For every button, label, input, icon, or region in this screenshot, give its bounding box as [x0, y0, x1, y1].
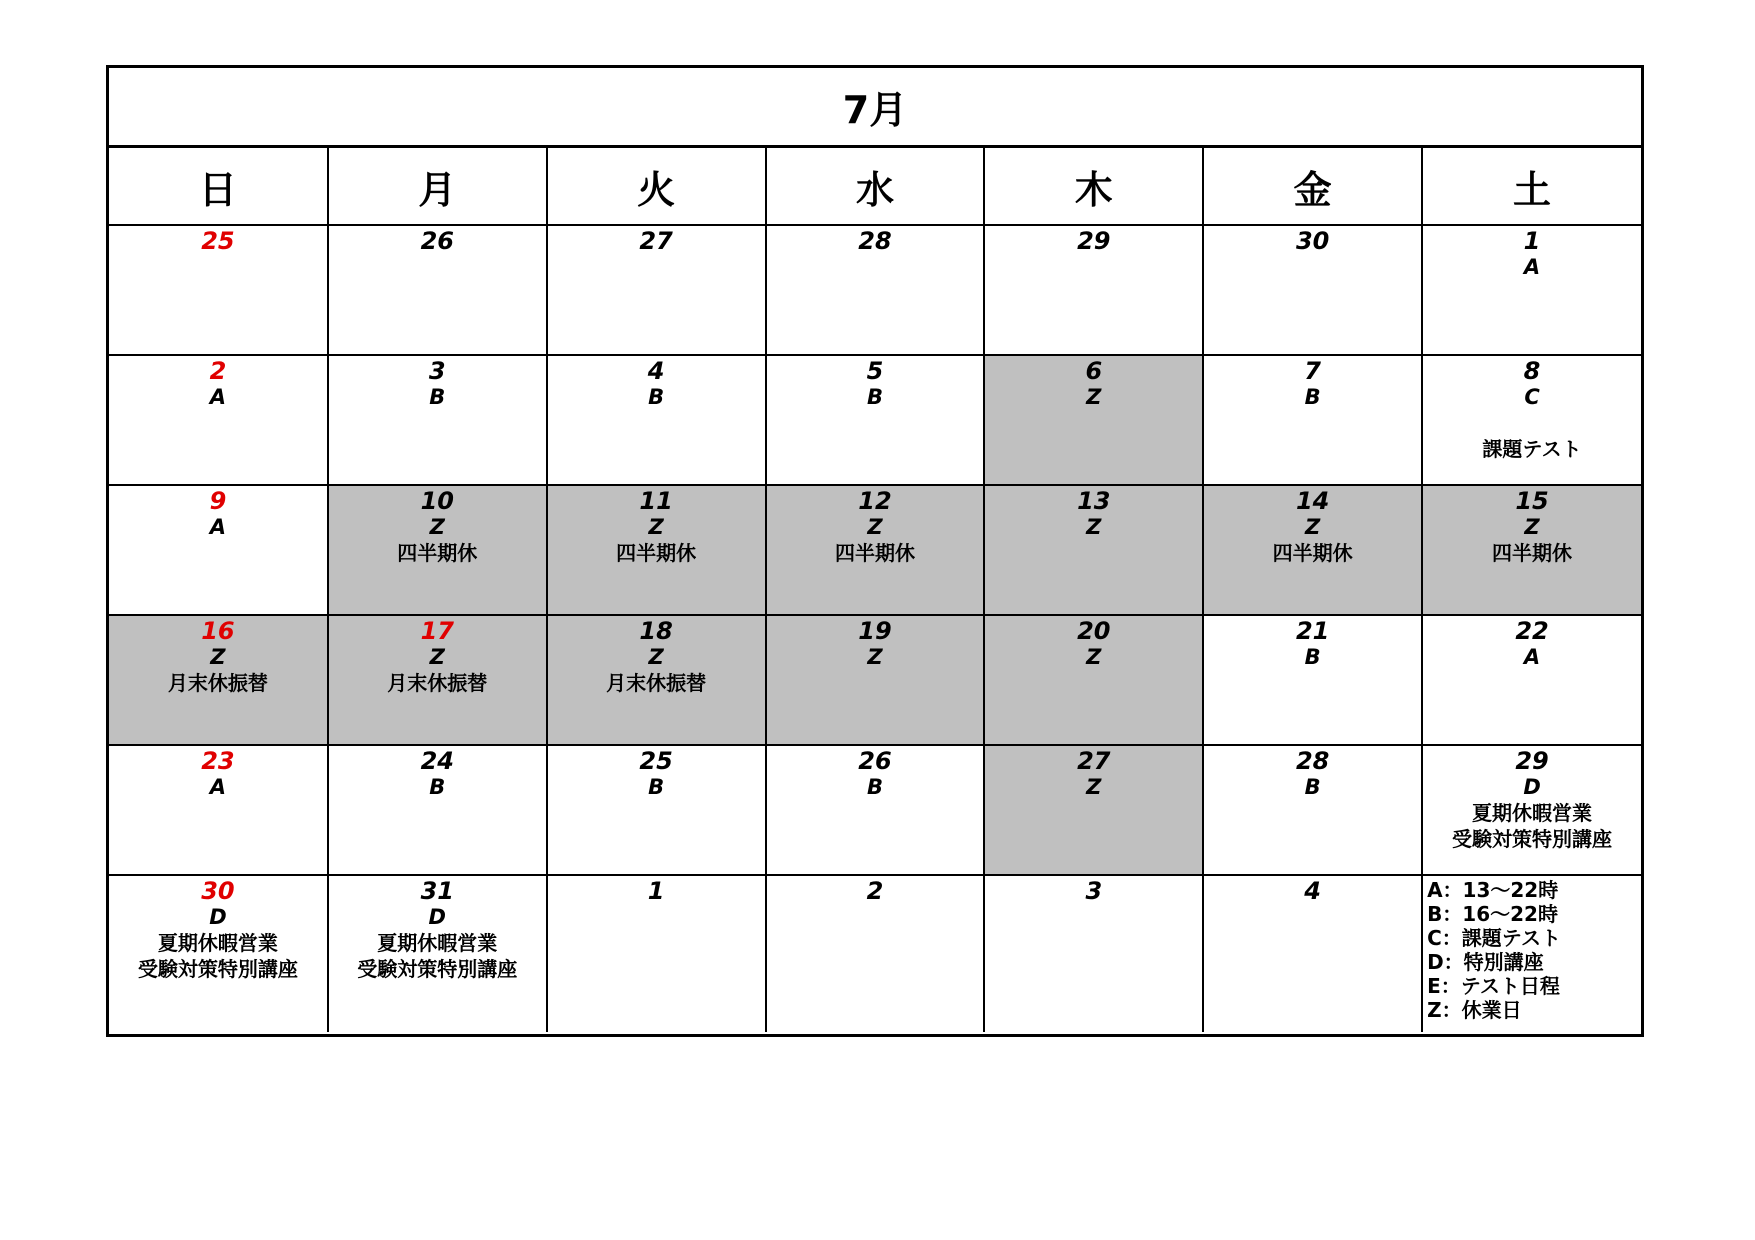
day-note: 四半期休	[1272, 541, 1353, 565]
day-number: 25	[201, 227, 235, 255]
day-number: 11	[639, 487, 673, 515]
day-cell	[1422, 615, 1641, 745]
day-cell	[328, 225, 547, 355]
schedule-code: Z	[648, 515, 664, 539]
day-number: 20	[1077, 617, 1111, 645]
day-number: 4	[647, 357, 665, 385]
weekday-header: 火	[547, 148, 766, 225]
schedule-code: D	[428, 905, 446, 929]
day-number: 4	[1304, 877, 1321, 905]
legend-box	[1422, 875, 1641, 1032]
day-note: 夏期休暇営業	[1472, 801, 1593, 825]
day-number: 28	[858, 227, 892, 255]
schedule-code: A	[209, 385, 227, 409]
schedule-code: Z	[1086, 385, 1102, 409]
day-number: 30	[1295, 227, 1330, 255]
day-number: 24	[420, 747, 454, 775]
day-cell	[1203, 355, 1422, 485]
legend-item: C：課題テスト	[1427, 926, 1561, 950]
legend-item: B：16～22時	[1427, 902, 1558, 926]
weekday-header-row	[109, 148, 1641, 225]
day-cell	[1422, 485, 1641, 615]
day-cell	[766, 745, 985, 875]
day-number: 27	[639, 227, 673, 255]
weekday-header: 月	[328, 148, 547, 225]
legend-item: D：特別講座	[1427, 950, 1544, 974]
schedule-code: B	[1304, 645, 1321, 669]
day-note: 受験対策特別講座	[1452, 827, 1613, 851]
day-cell	[1203, 745, 1422, 875]
day-number: 29	[1077, 227, 1111, 255]
schedule-code: D	[1523, 775, 1541, 799]
week-row	[109, 355, 1641, 485]
day-number: 1	[647, 877, 665, 905]
day-number: 19	[858, 617, 892, 645]
schedule-code: Z	[1524, 515, 1540, 539]
schedule-code: B	[648, 775, 665, 799]
schedule-code: Z	[210, 645, 226, 669]
day-note: 夏期休暇営業	[157, 931, 278, 955]
day-cell	[109, 745, 328, 875]
day-number: 23	[201, 747, 235, 775]
day-number: 28	[1295, 747, 1330, 775]
day-cell	[547, 485, 766, 615]
schedule-code: B	[648, 385, 665, 409]
day-number: 6	[1085, 357, 1103, 385]
day-number: 16	[201, 617, 235, 645]
day-cell	[109, 355, 328, 485]
weekday-header: 木	[984, 148, 1203, 225]
day-note: 四半期休	[1492, 541, 1573, 565]
day-number: 21	[1295, 617, 1330, 645]
day-cell	[766, 225, 985, 355]
schedule-code: Z	[1305, 515, 1321, 539]
day-number: 10	[420, 487, 454, 515]
day-cell	[109, 225, 328, 355]
day-cell	[1203, 875, 1422, 1032]
weekday-header: 水	[766, 148, 985, 225]
day-note: 月末休振替	[387, 671, 488, 695]
day-cell	[1203, 485, 1422, 615]
schedule-code: B	[866, 385, 883, 409]
schedule-code: A	[209, 775, 227, 799]
schedule-code: B	[429, 385, 446, 409]
day-cell	[328, 745, 547, 875]
day-note: 受験対策特別講座	[357, 957, 518, 981]
legend-item: A：13～22時	[1427, 878, 1559, 902]
schedule-code: Z	[429, 645, 445, 669]
schedule-code: D	[209, 905, 227, 929]
day-number: 26	[858, 747, 892, 775]
schedule-code: Z	[429, 515, 445, 539]
week-row	[109, 875, 1641, 1032]
day-cell	[766, 875, 985, 1032]
calendar-body	[109, 225, 1641, 1032]
schedule-code: B	[429, 775, 446, 799]
day-number: 17	[420, 617, 454, 645]
day-cell	[766, 485, 985, 615]
day-cell	[109, 485, 328, 615]
day-cell	[984, 355, 1203, 485]
day-number: 13	[1077, 487, 1111, 515]
day-number: 3	[1085, 877, 1103, 905]
day-number: 8	[1523, 357, 1541, 385]
day-cell	[328, 875, 547, 1032]
day-cell	[109, 875, 328, 1032]
schedule-code: Z	[1086, 775, 1102, 799]
schedule-code: B	[1304, 385, 1321, 409]
day-cell	[984, 875, 1203, 1032]
month-title: 7月	[109, 68, 1641, 148]
week-row	[109, 615, 1641, 745]
day-note: 受験対策特別講座	[137, 957, 298, 981]
day-cell	[328, 355, 547, 485]
schedule-code: A	[209, 515, 227, 539]
calendar-grid	[109, 148, 1641, 1032]
day-cell	[984, 745, 1203, 875]
schedule-code: Z	[1086, 645, 1102, 669]
day-cell	[328, 615, 547, 745]
weekday-header: 金	[1203, 148, 1422, 225]
day-number: 9	[209, 487, 227, 515]
day-cell	[1422, 355, 1641, 485]
week-row	[109, 485, 1641, 615]
week-row	[109, 745, 1641, 875]
day-number: 5	[866, 357, 884, 385]
day-number: 29	[1515, 747, 1549, 775]
day-number: 3	[428, 357, 446, 385]
day-number: 12	[858, 487, 892, 515]
day-number: 25	[639, 747, 673, 775]
day-number: 31	[420, 877, 454, 905]
day-cell	[984, 225, 1203, 355]
day-note: 四半期休	[834, 541, 915, 565]
schedule-code: B	[866, 775, 883, 799]
day-cell	[547, 355, 766, 485]
schedule-code: Z	[867, 645, 883, 669]
legend-item: Z：休業日	[1427, 998, 1522, 1022]
day-note: 四半期休	[616, 541, 697, 565]
day-cell	[547, 225, 766, 355]
day-number: 15	[1515, 487, 1549, 515]
schedule-code: C	[1524, 385, 1540, 409]
day-note: 夏期休暇営業	[377, 931, 498, 955]
day-note: 月末休振替	[606, 671, 707, 695]
day-cell	[1422, 745, 1641, 875]
calendar	[106, 65, 1644, 1037]
day-number: 1	[1523, 227, 1541, 255]
day-cell	[1203, 615, 1422, 745]
legend-item: E：テスト日程	[1427, 974, 1560, 998]
day-number: 2	[866, 877, 884, 905]
day-number: 2	[209, 357, 227, 385]
week-row	[109, 225, 1641, 355]
day-cell	[984, 615, 1203, 745]
day-number: 22	[1515, 617, 1549, 645]
day-cell	[1422, 225, 1641, 355]
day-number: 18	[639, 617, 673, 645]
day-cell	[1203, 225, 1422, 355]
day-cell	[766, 355, 985, 485]
schedule-code: Z	[867, 515, 883, 539]
schedule-code: Z	[1086, 515, 1102, 539]
schedule-code: A	[1523, 645, 1541, 669]
day-cell	[547, 875, 766, 1032]
day-cell	[547, 615, 766, 745]
day-number: 26	[420, 227, 454, 255]
day-note: 月末休振替	[167, 671, 268, 695]
day-note: 四半期休	[397, 541, 478, 565]
day-cell	[109, 615, 328, 745]
day-number: 30	[201, 877, 235, 905]
day-cell	[984, 485, 1203, 615]
day-note: 課題テスト	[1482, 437, 1582, 461]
day-cell	[328, 485, 547, 615]
day-number: 7	[1304, 357, 1321, 385]
schedule-code: A	[1523, 255, 1541, 279]
weekday-header: 土	[1422, 148, 1641, 225]
day-cell	[766, 615, 985, 745]
weekday-header: 日	[109, 148, 328, 225]
day-cell	[547, 745, 766, 875]
day-number: 14	[1295, 487, 1330, 515]
schedule-code: B	[1304, 775, 1321, 799]
schedule-code: Z	[648, 645, 664, 669]
day-number: 27	[1077, 747, 1111, 775]
